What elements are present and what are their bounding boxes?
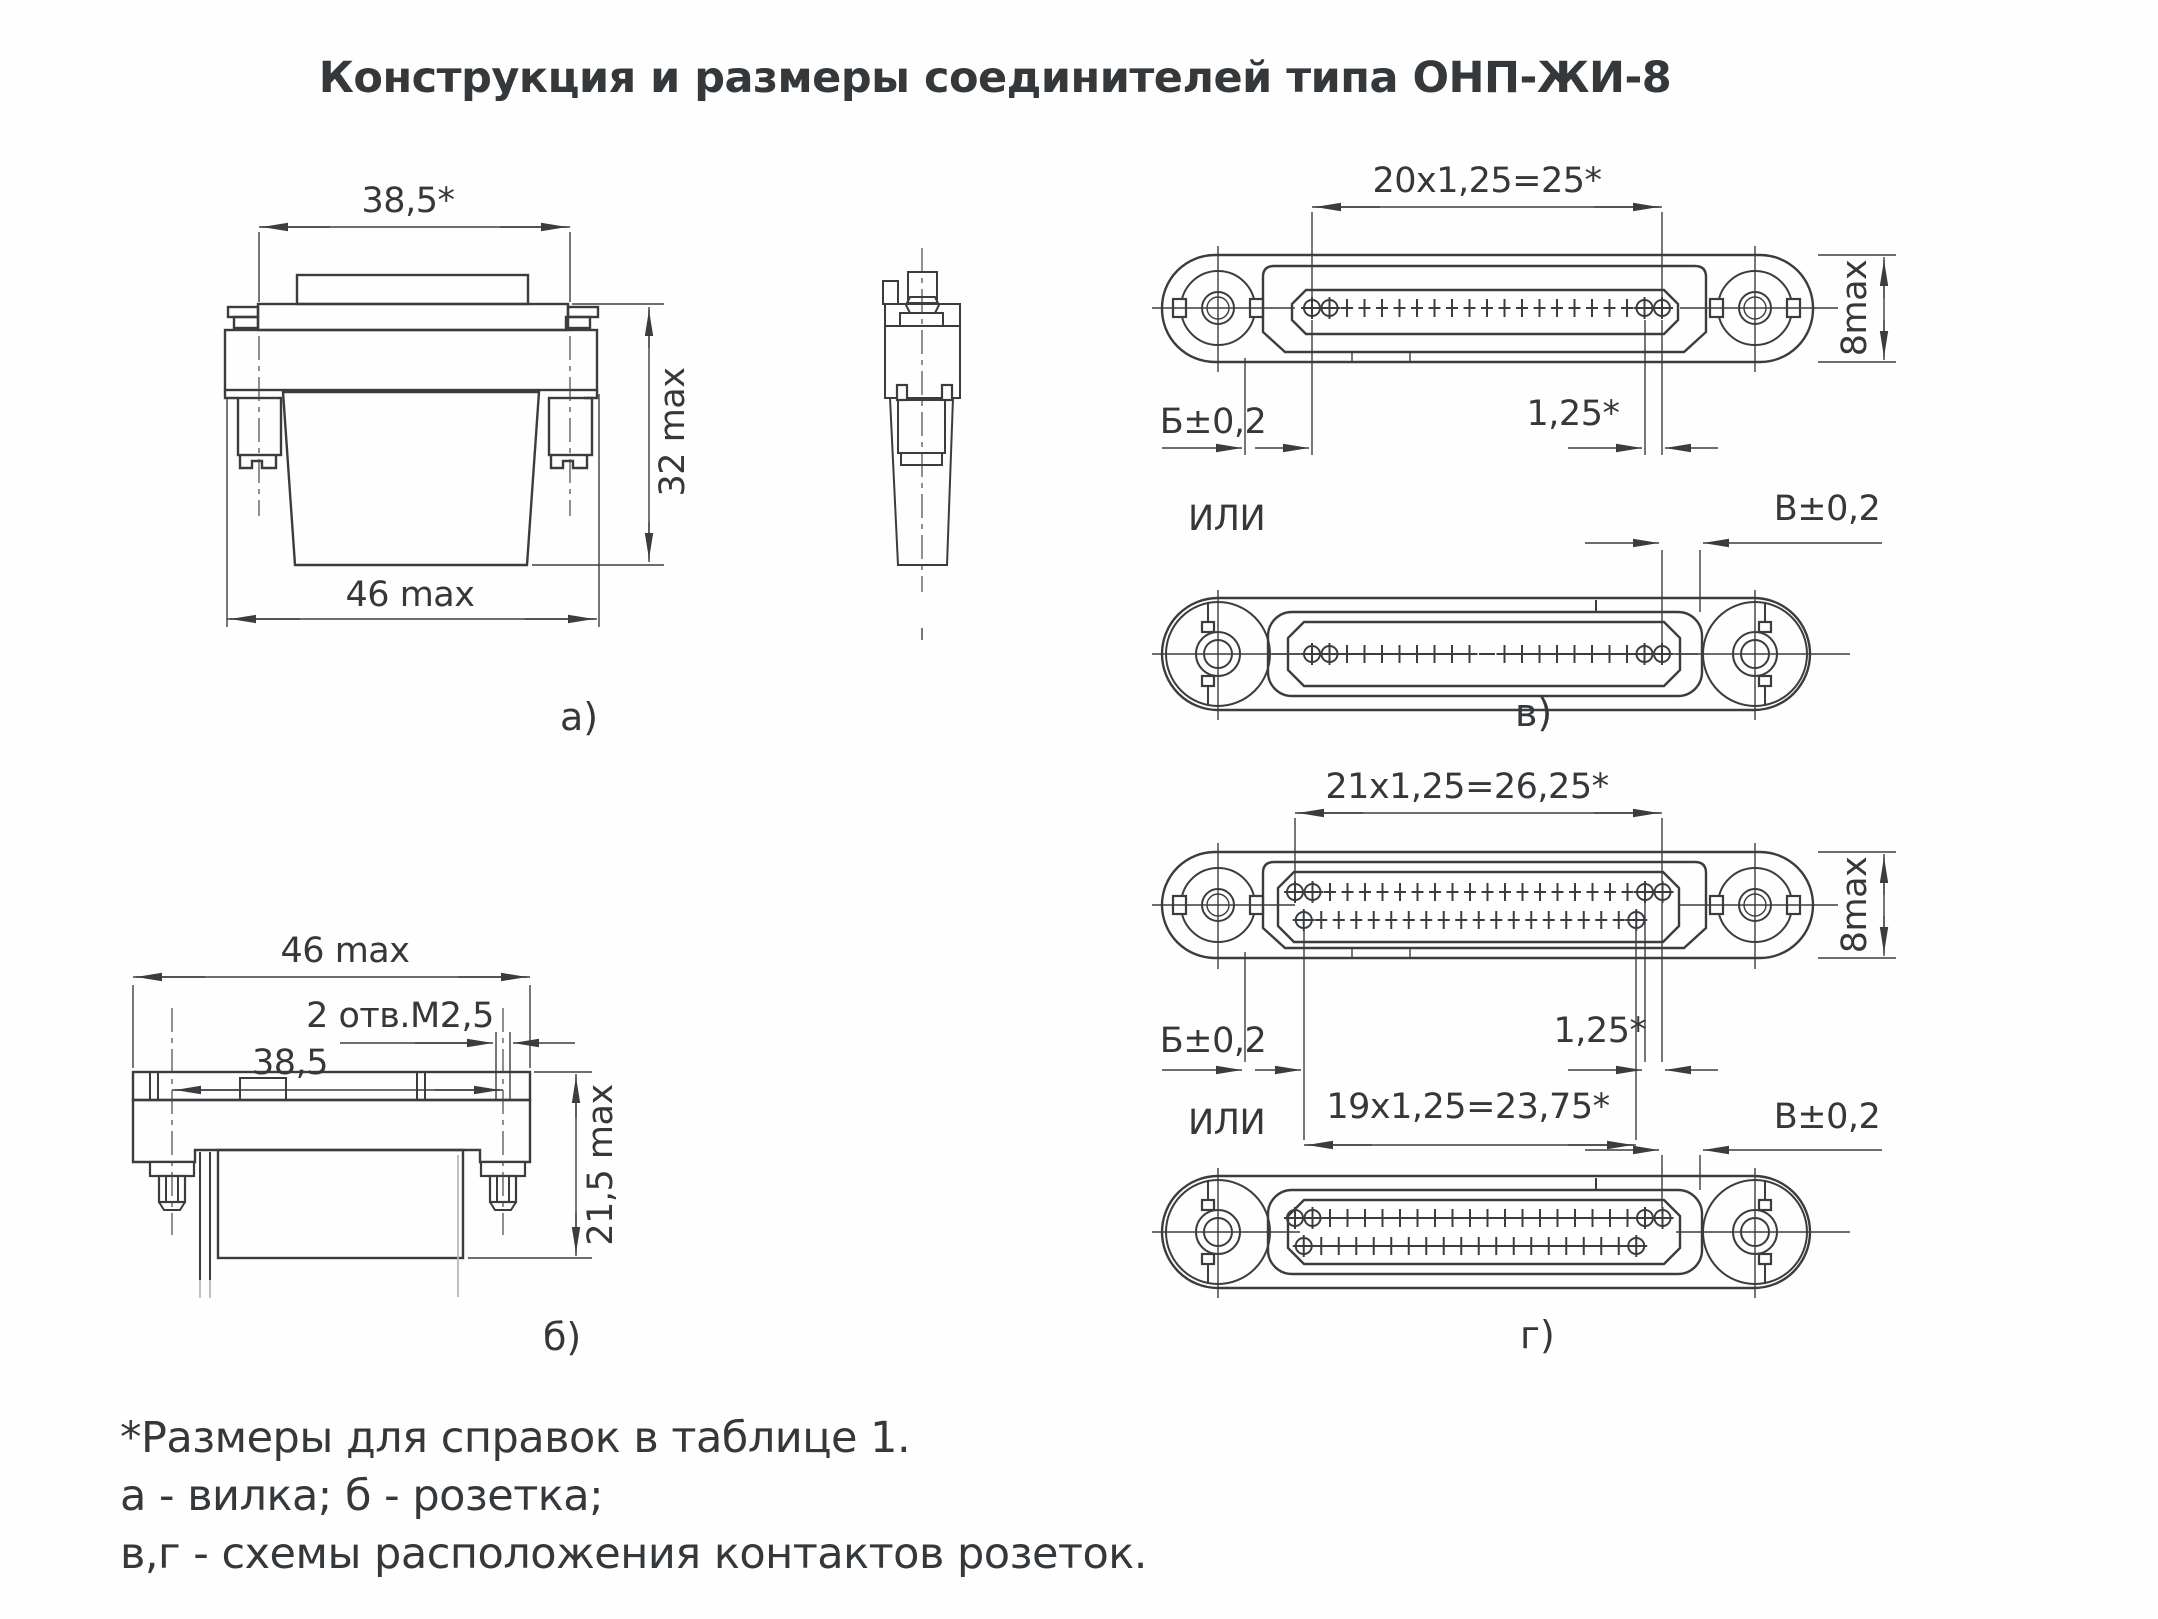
receptacle-top-plate bbox=[133, 1072, 530, 1100]
footnote-line: а - вилка; б - розетка; bbox=[120, 1471, 604, 1521]
contact-row-bottom bbox=[1293, 909, 1648, 931]
contact-row-alt-bottom bbox=[1293, 1235, 1648, 1257]
dim-text: 46 max bbox=[345, 575, 475, 615]
dim-38-5-b bbox=[172, 1043, 503, 1090]
dim-holes-b bbox=[306, 996, 575, 1100]
mount-hole-right bbox=[1680, 246, 1838, 372]
dim-text: 2 отв.М2,5 bbox=[306, 996, 494, 1036]
footnote-line: в,г - схемы расположения контактов розеток. bbox=[120, 1529, 1147, 1579]
plug-shell-trapezoid bbox=[283, 392, 539, 565]
dim-text: 1,25* bbox=[1526, 394, 1620, 434]
receptacle-shell bbox=[218, 1150, 463, 1258]
dim-text: 38,5 bbox=[252, 1043, 328, 1083]
footnote-line: *Размеры для справок в таблице 1. bbox=[120, 1413, 911, 1463]
plug-cap bbox=[297, 275, 528, 304]
dim-b-g bbox=[1160, 952, 1301, 1070]
contact-recess bbox=[1278, 872, 1679, 942]
view-v-socket-layout bbox=[1152, 161, 1896, 735]
dim-text: 32 max bbox=[653, 367, 693, 497]
dim-step-v bbox=[1527, 320, 1718, 455]
plug-tab-left-1 bbox=[228, 307, 258, 317]
contact-recess bbox=[1292, 290, 1678, 334]
dim-text: 20x1,25=25* bbox=[1372, 161, 1602, 201]
view-b-label: б) bbox=[543, 1315, 582, 1359]
mount-hole-left-alt bbox=[1152, 1168, 1300, 1298]
plug-step-right bbox=[584, 390, 597, 398]
view-b-receptacle bbox=[133, 931, 621, 1359]
contact-row-alt-top bbox=[1284, 1207, 1674, 1229]
contact-row bbox=[1301, 297, 1673, 319]
plug-body bbox=[225, 330, 597, 390]
dim-text: В±0,2 bbox=[1773, 1097, 1881, 1137]
view-g-label: г) bbox=[1520, 1313, 1555, 1357]
dim-text: 8max bbox=[1835, 856, 1875, 954]
or-label-v: ИЛИ bbox=[1188, 499, 1266, 539]
socket-bezel bbox=[1263, 862, 1706, 948]
view-a-label: а) bbox=[560, 695, 599, 739]
dim-text: Б±0,2 bbox=[1159, 402, 1267, 442]
contact-row-alt bbox=[1301, 643, 1673, 665]
mount-hole-left-alt bbox=[1152, 590, 1300, 720]
view-g-socket-layout bbox=[1152, 767, 1896, 1357]
dim-text: 38,5* bbox=[361, 181, 455, 221]
view-v-label: в) bbox=[1515, 691, 1553, 735]
dim-vtol-v bbox=[1585, 489, 1882, 644]
footnotes bbox=[120, 1413, 1147, 1579]
dim-text: 21,5 max bbox=[581, 1084, 621, 1246]
dim-vtol-g bbox=[1585, 1097, 1882, 1208]
latch-foot-right bbox=[551, 455, 587, 468]
dim-text: Б±0,2 bbox=[1159, 1021, 1267, 1061]
view-plug-side bbox=[883, 248, 960, 640]
dim-text: 46 max bbox=[280, 931, 410, 971]
plug-flange bbox=[258, 304, 568, 330]
receptacle-flange bbox=[133, 1100, 530, 1162]
dim-46-max-a bbox=[227, 394, 599, 627]
contact-row-top bbox=[1284, 881, 1674, 903]
dim-text: 1,25* bbox=[1553, 1011, 1647, 1051]
dim-text: 8max bbox=[1835, 259, 1875, 357]
dim-text: В±0,2 bbox=[1773, 489, 1881, 529]
plug-tab-left-2 bbox=[234, 317, 258, 328]
plug-step-left bbox=[225, 390, 238, 398]
dim-38-5-star bbox=[259, 181, 570, 302]
page-title: Конструкция и размеры соединителей типа ОНП-ЖИ-8 bbox=[318, 53, 1672, 103]
plug-tab-right-2 bbox=[566, 317, 590, 328]
dim-32-max bbox=[532, 304, 693, 565]
mount-hole-right bbox=[1680, 843, 1838, 969]
dim-text: 21x1,25=26,25* bbox=[1325, 767, 1609, 807]
dim-b-v bbox=[1160, 358, 1309, 455]
or-label-g: ИЛИ bbox=[1188, 1103, 1266, 1143]
socket-bezel-alt bbox=[1268, 1190, 1702, 1274]
dim-text: 19x1,25=23,75* bbox=[1326, 1087, 1610, 1127]
latch-foot-left bbox=[240, 455, 276, 468]
view-a-plug-front bbox=[225, 181, 693, 739]
plug-tab-right-1 bbox=[568, 307, 598, 317]
